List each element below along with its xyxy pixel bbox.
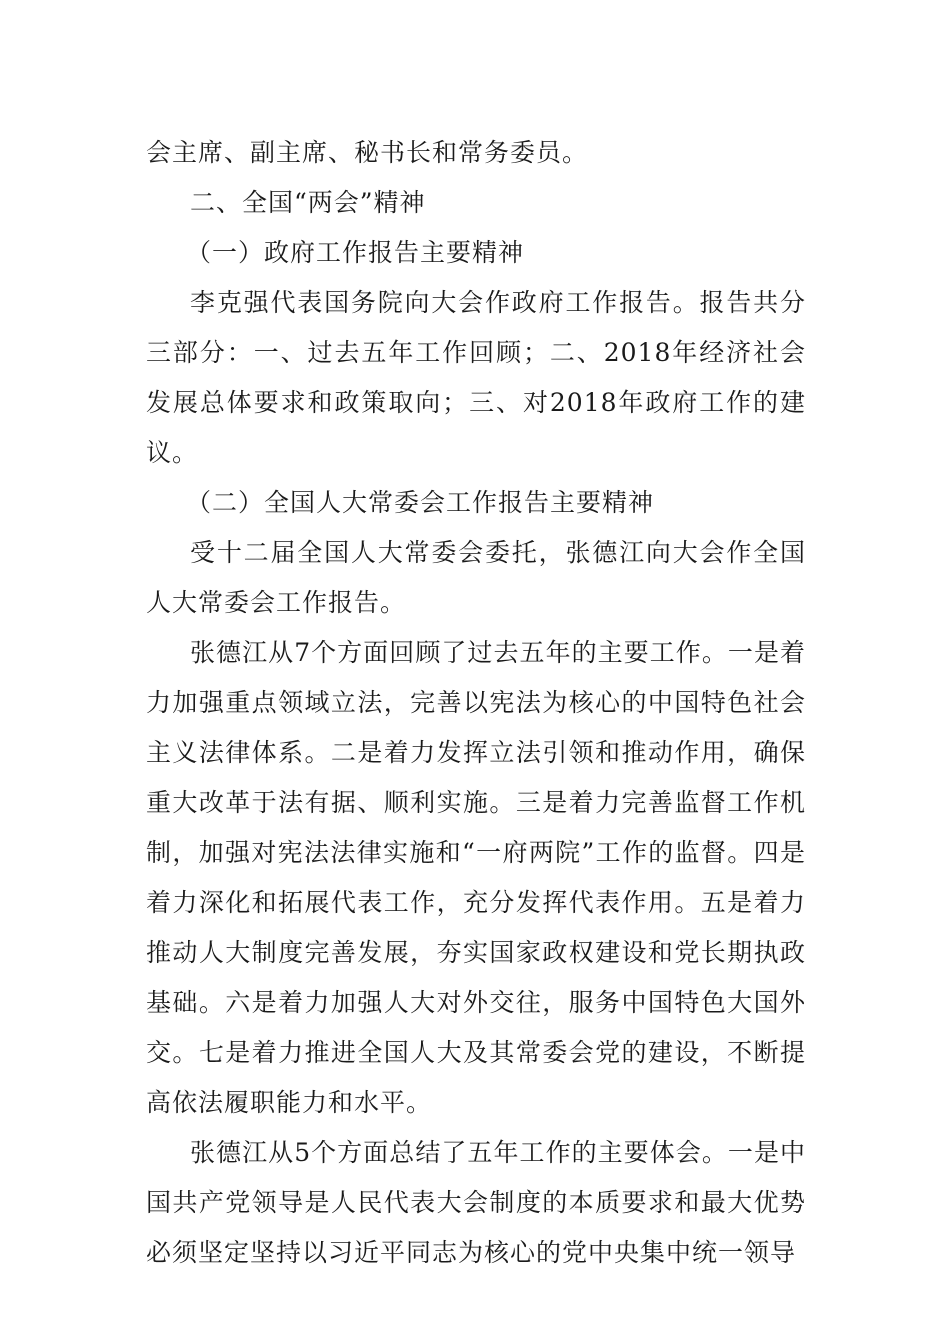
document-body: [146, 128, 806, 1278]
paragraph-seven-aspects: 张德江从7个方面回顾了过去五年的主要工作。一是着力加强重点领域立法，完善以宪法为核心的中国特色社会主义法律体系。二是着力发挥立法引领和推动作用，确保重大改革于法有据、顺利实施。三是着力完善监督工作机制，加强对宪法法律实施和“一府两院”工作的监督。四是着力深化和拓展代表工作，充分发挥代表作用。五是着力推动人大制度完善发展，夯实国家政权建设和党长期执政基础。六是着力加强人大对外交往，服务中国特色大国外交。七是着力推进全国人大及其常委会党的建设，不断提高依法履职能力和水平。: [146, 638, 806, 1117]
section-heading-two-sessions: 二、全国“两会”精神: [190, 188, 426, 217]
paragraph-continuation: 会主席、副主席、秘书长和常务委员。: [146, 138, 589, 167]
paragraph-npc-report-intro: 受十二届全国人大常委会委托，张德江向大会作全国人大常委会工作报告。: [146, 538, 806, 617]
paragraph-government-report: 李克强代表国务院向大会作政府工作报告。报告共分三部分：一、过去五年工作回顾；二、2018年经济社会发展总体要求和政策取向；三、对2018年政府工作的建议。: [146, 288, 806, 467]
subsection-heading-government-report: （一）政府工作报告主要精神: [186, 238, 525, 267]
subsection-heading-npc-report: （二）全国人大常委会工作报告主要精神: [186, 488, 655, 517]
paragraph-five-aspects: 张德江从5个方面总结了五年工作的主要体会。一是中国共产党领导是人民代表大会制度的本质要求和最大优势必须坚定坚持以习近平同志为核心的党中央集中统一领导: [146, 1138, 806, 1267]
